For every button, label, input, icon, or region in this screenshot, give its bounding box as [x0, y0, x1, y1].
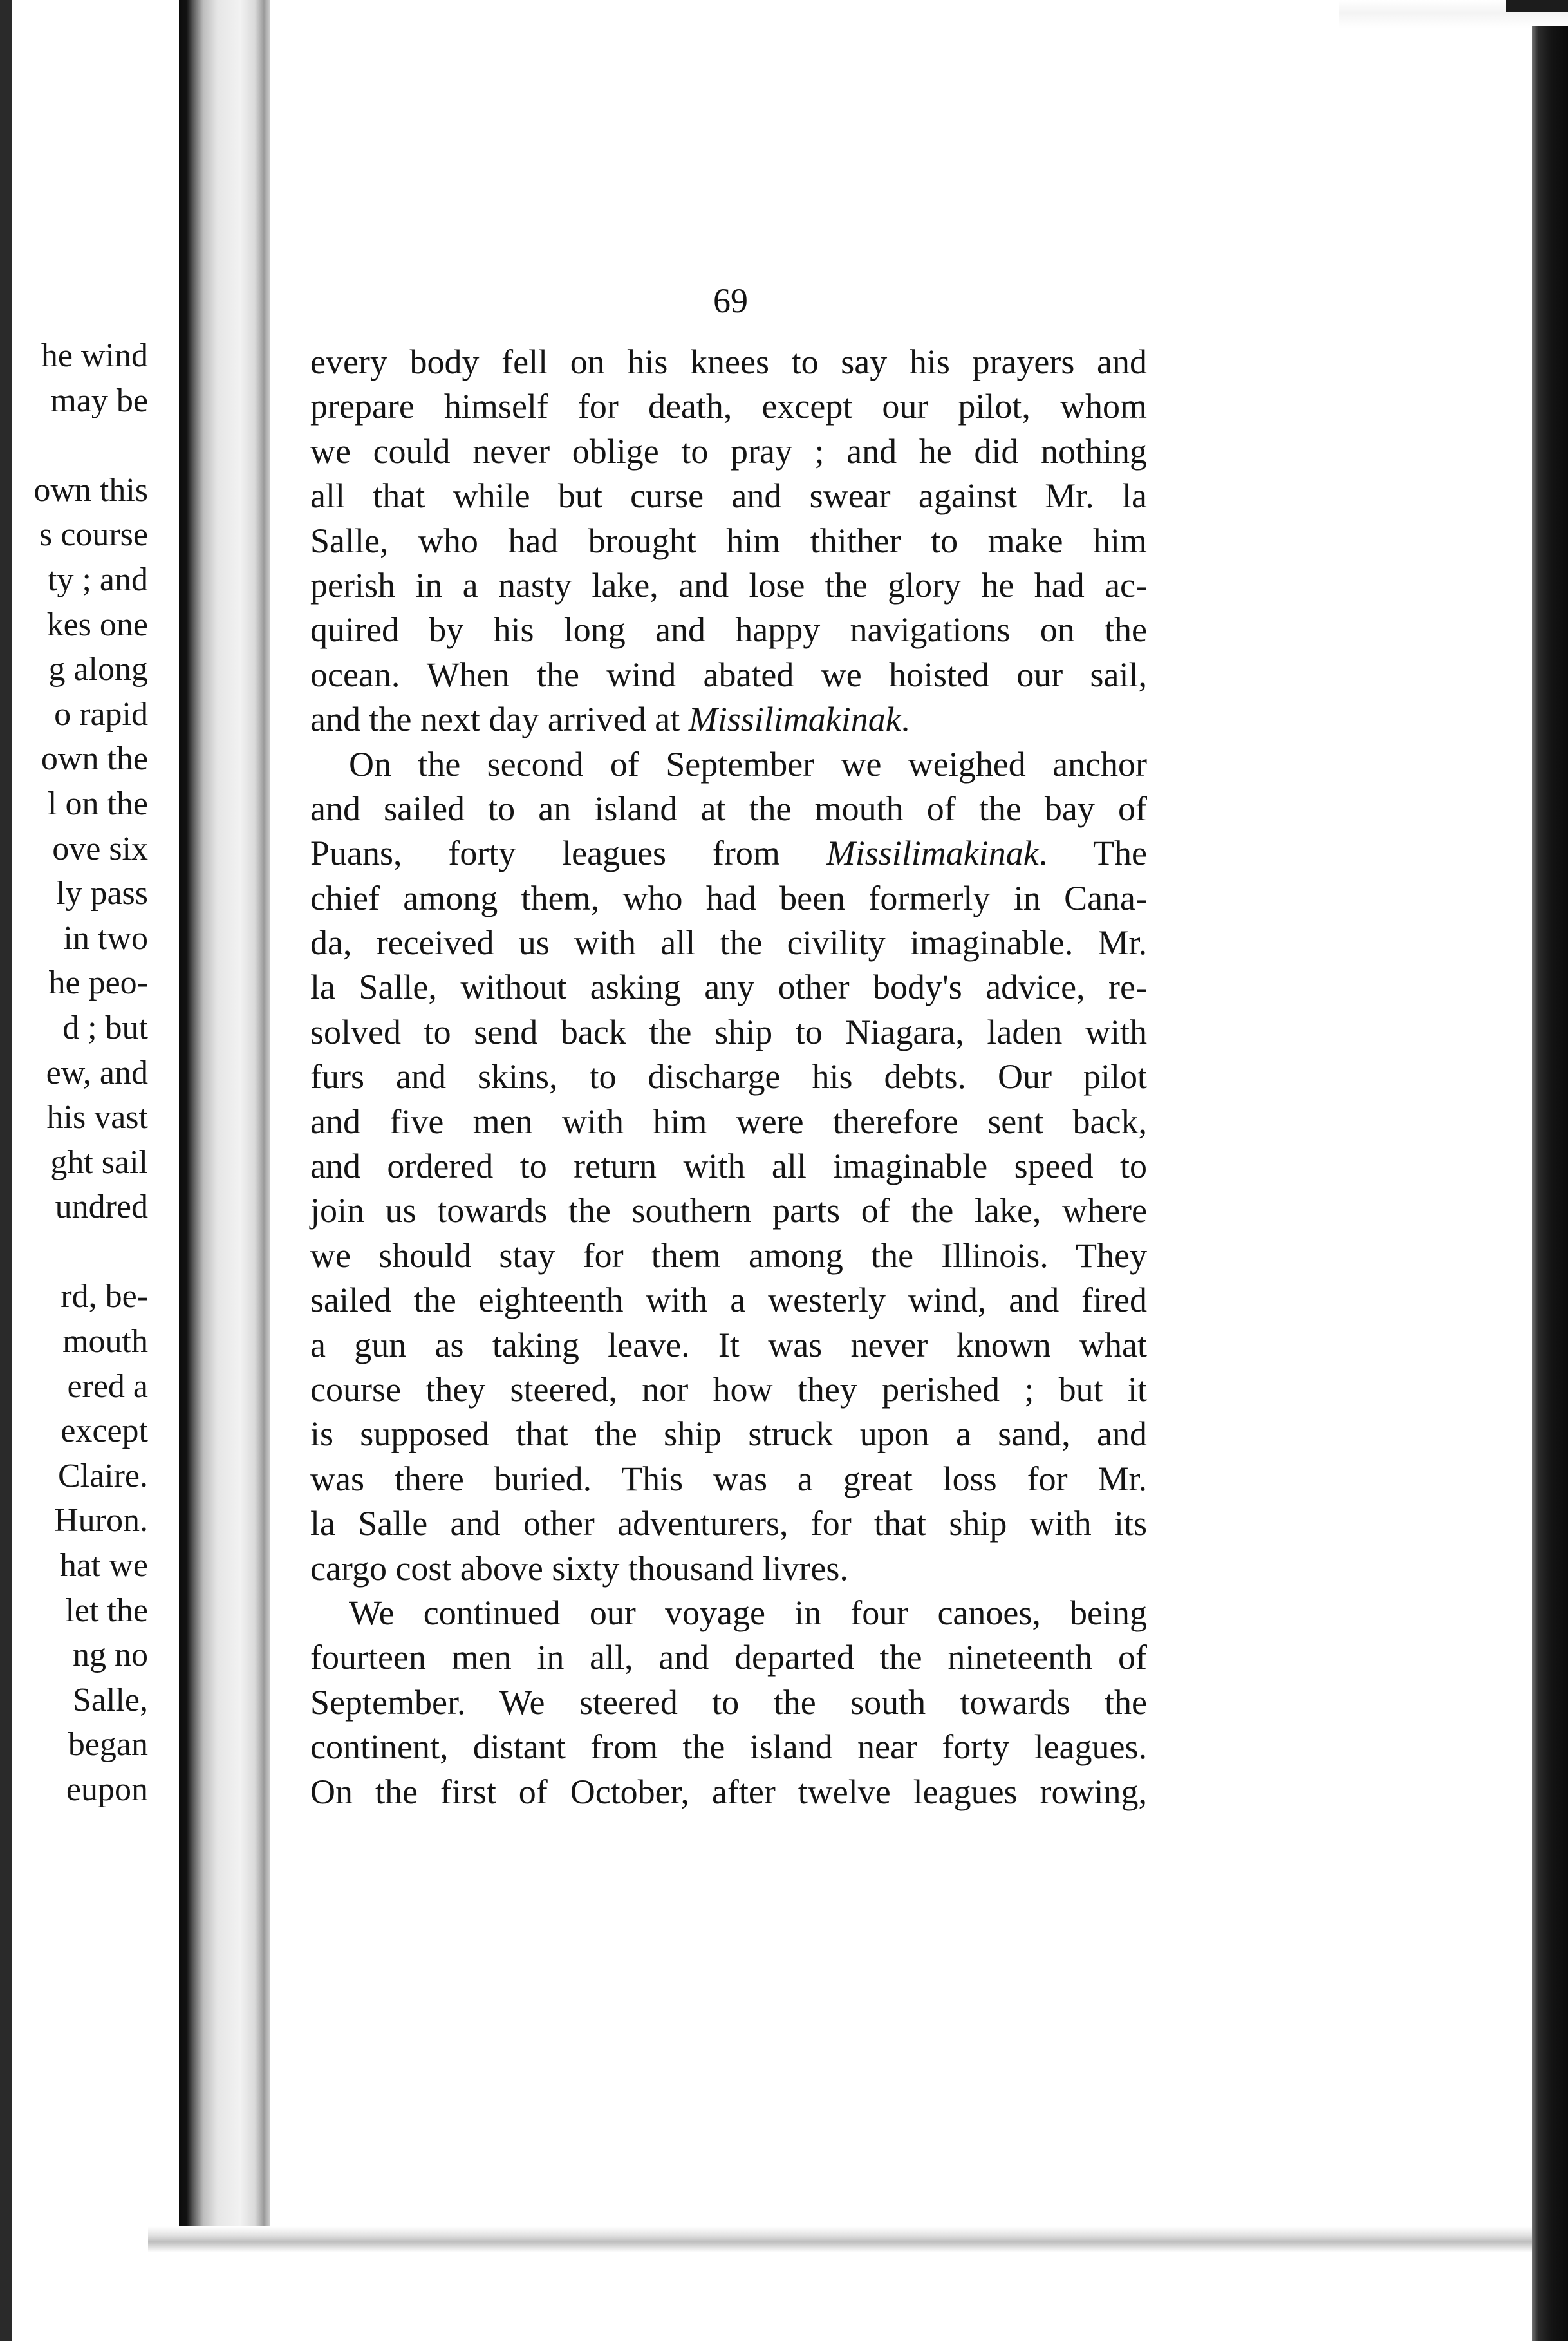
text-line: is supposed that the ship struck upon a sand, and — [310, 1415, 1147, 1454]
text-line: quired by his long and happy navigations on the — [310, 610, 1147, 650]
text-line: solved to send back the ship to Niagara, laden with — [310, 1012, 1147, 1051]
binding-gutter — [179, 0, 270, 2341]
previous-page-fragment: his vast — [46, 1099, 148, 1136]
previous-page-fragment: own this — [33, 471, 148, 509]
text-line: On the first of October, after twelve leagues rowing, — [310, 1772, 1147, 1811]
text-line: September. We steered to the south towards the — [310, 1682, 1147, 1722]
scan-bottom-margin — [12, 2252, 1532, 2341]
text-line: fourteen men in all, and departed the nineteenth of — [310, 1638, 1147, 1677]
text-line: la Salle and other adventurers, for that ship with its — [310, 1504, 1147, 1543]
text-run: . — [901, 700, 910, 739]
text-line: cargo cost above sixty thousand livres. — [310, 1548, 848, 1588]
previous-page-fragment: may be — [50, 382, 148, 419]
paragraph — [310, 1591, 1147, 1814]
text-line: perish in a nasty lake, and lose the glory he had ac- — [310, 565, 1147, 605]
text-line: a gun as taking leave. It was never known what — [310, 1325, 1147, 1364]
text-line: every body fell on his knees to say his prayers and — [310, 343, 1147, 381]
text-run: . The — [1038, 834, 1147, 873]
previous-page-fragment: let the — [65, 1592, 148, 1629]
paragraph — [310, 742, 1147, 1591]
text-run: and the next day arrived at — [310, 700, 689, 739]
previous-page-fragment: Huron. — [54, 1502, 148, 1539]
text-line: we could never oblige to pray ; and he did nothing — [310, 431, 1147, 471]
previous-page-fragment: Salle, — [73, 1681, 148, 1718]
previous-page-fragment: o rapid — [54, 695, 148, 733]
text-line: ocean. When the wind abated we hoisted our sail, — [310, 655, 1147, 694]
previous-page-text — [33, 334, 148, 1812]
previous-page — [12, 0, 179, 2341]
place-name: Missilimakinak — [826, 834, 1039, 873]
previous-page-fragment: began — [68, 1726, 148, 1763]
previous-page-fragment: l on the — [48, 785, 148, 822]
previous-page-fragment: in two — [63, 919, 148, 957]
place-name: Missilimakinak — [688, 700, 901, 739]
text-line: continent, distant from the island near forty leagues. — [310, 1727, 1147, 1767]
previous-page-fragment: s course — [39, 516, 148, 554]
previous-page-fragment: g along — [48, 651, 148, 688]
previous-page-fragment: eupon — [66, 1771, 148, 1808]
text-line: sailed the eighteenth with a westerly wind, and fired — [310, 1281, 1147, 1320]
previous-page-fragment: rd, be- — [61, 1278, 148, 1315]
text-line: and five men with him were therefore sent back, — [310, 1102, 1147, 1141]
previous-page-fragment: mouth — [62, 1323, 148, 1360]
text-line: On the second of September we weighed anchor — [349, 744, 1147, 784]
previous-page-fragment: ght sail — [50, 1143, 148, 1181]
text-line: la Salle, without asking any other body's advice, re- — [310, 968, 1147, 1007]
text-line: chief among them, who had been formerly in Cana- — [310, 878, 1147, 917]
previous-page-fragment: kes one — [46, 606, 148, 643]
previous-page-fragment: ered a — [67, 1368, 148, 1405]
text-line: prepare himself for death, except our pilot, whom — [310, 387, 1147, 426]
scan-corner-mark — [1506, 0, 1568, 12]
page-bottom-edge — [148, 2226, 1532, 2252]
text-line — [310, 697, 1147, 742]
text-line: we should stay for them among the Illinois. They — [310, 1236, 1147, 1275]
previous-page-fragment: undred — [55, 1189, 148, 1226]
text-line: furs and skins, to discharge his debts. Our pilot — [310, 1057, 1147, 1096]
text-line: and sailed to an island at the mouth of the bay of — [310, 789, 1147, 828]
text-line: We continued our voyage in four canoes, being — [349, 1593, 1147, 1632]
previous-page-fragment: he wind — [41, 337, 148, 374]
previous-page-fragment: Claire. — [57, 1457, 148, 1494]
previous-page-fragment — [33, 423, 148, 468]
scan-left-edge — [0, 0, 12, 2341]
previous-page-fragment: except — [61, 1413, 148, 1450]
previous-page-fragment: he peo- — [48, 964, 148, 1002]
text-run: Puans, forty leagues from — [310, 834, 826, 873]
previous-page-fragment: own the — [41, 740, 148, 778]
previous-page-fragment — [33, 1230, 148, 1275]
text-line: course they steered, nor how they perished ; but it — [310, 1369, 1147, 1409]
text-line: Salle, who had brought him thither to make him — [310, 521, 1147, 560]
body-text — [310, 340, 1147, 1814]
previous-page-fragment: ove six — [52, 830, 148, 867]
text-line: join us towards the southern parts of the lake, where — [310, 1191, 1147, 1230]
text-line: and ordered to return with all imaginable speed to — [310, 1147, 1147, 1186]
paragraph — [310, 340, 1147, 742]
book-right-edge — [1532, 26, 1568, 2341]
previous-page-fragment: d ; but — [62, 1009, 148, 1046]
previous-page-fragment: ng no — [73, 1637, 148, 1674]
page-number: 69 — [713, 281, 748, 320]
text-line — [310, 831, 1147, 876]
previous-page-fragment: ly pass — [56, 875, 148, 912]
text-line: was there buried. This was a great loss for Mr. — [310, 1459, 1147, 1498]
previous-page-fragment: ty ; and — [48, 561, 148, 598]
previous-page-fragment: ew, and — [46, 1054, 148, 1091]
text-line: all that while but curse and swear against Mr. la — [310, 476, 1147, 516]
text-line: da, received us with all the civility imaginable. Mr. — [310, 923, 1147, 963]
previous-page-fragment: hat we — [59, 1547, 148, 1584]
